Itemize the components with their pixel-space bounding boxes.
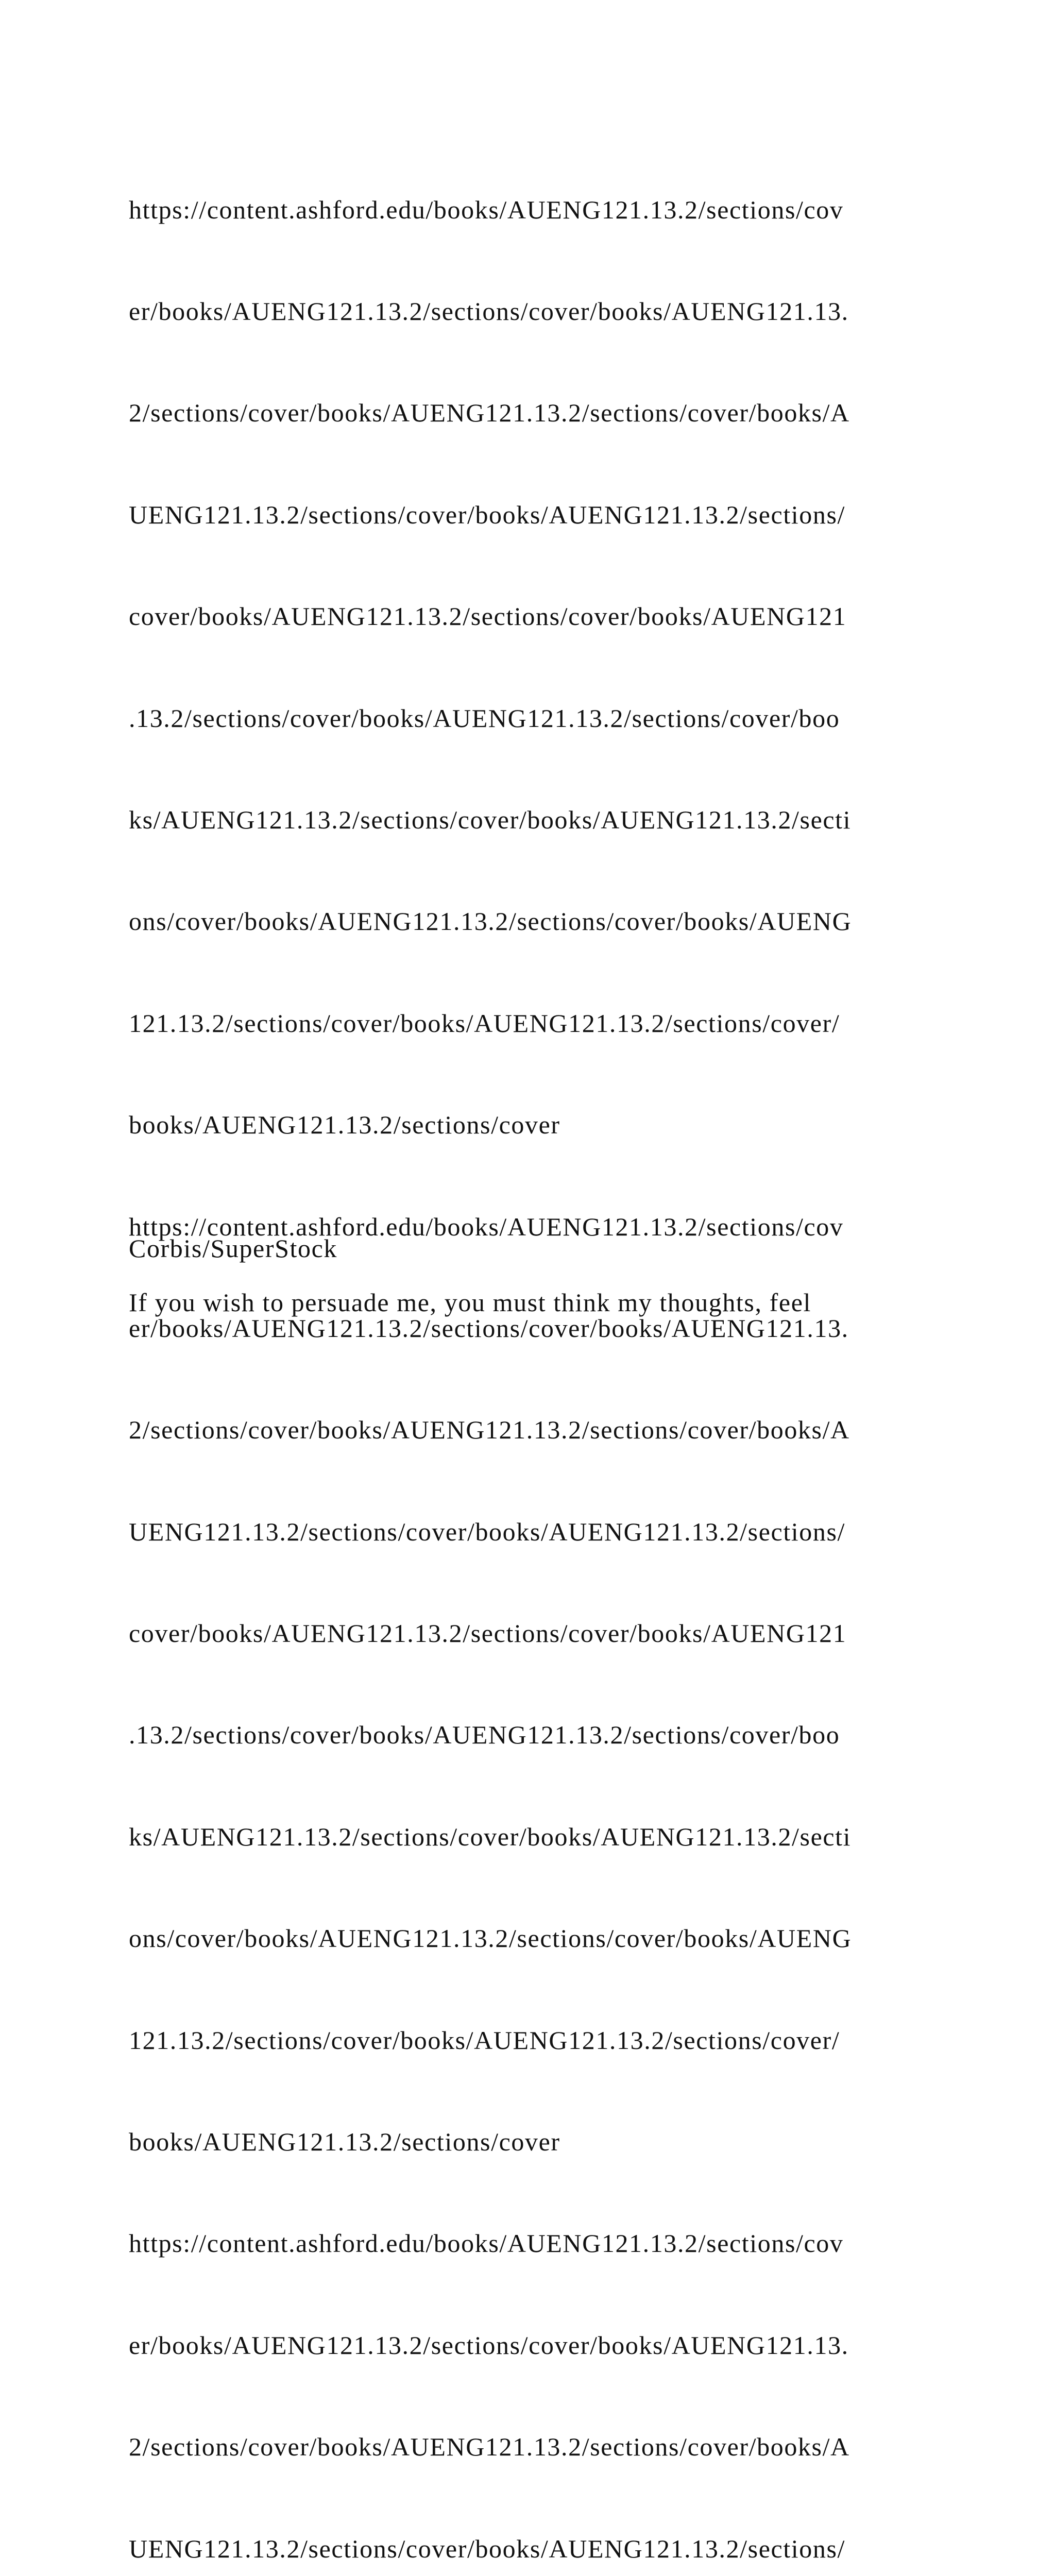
url-line: ons/cover/books/AUENG121.13.2/sections/cover/books/AUENG bbox=[129, 907, 852, 936]
url-line: 2/sections/cover/books/AUENG121.13.2/sections/cover/books/A bbox=[129, 2432, 850, 2462]
url-line: https://content.ashford.edu/books/AUENG121.13.2/sections/cov bbox=[129, 2229, 844, 2258]
image-credit: Corbis/SuperStock bbox=[129, 1234, 337, 1263]
url-line: .13.2/sections/cover/books/AUENG121.13.2/sections/cover/boo bbox=[129, 703, 840, 733]
url-line: UENG121.13.2/sections/cover/books/AUENG121.13.2/sections/ bbox=[129, 2534, 846, 2563]
url-line: books/AUENG121.13.2/sections/cover bbox=[129, 1110, 560, 1140]
url-line: er/books/AUENG121.13.2/sections/cover/books/AUENG121.13. bbox=[129, 1313, 849, 1343]
url-line: 2/sections/cover/books/AUENG121.13.2/sections/cover/books/A bbox=[129, 1415, 850, 1445]
url-line: books/AUENG121.13.2/sections/cover bbox=[129, 2127, 560, 2157]
url-line: ons/cover/books/AUENG121.13.2/sections/cover/books/AUENG bbox=[129, 1924, 852, 1953]
url-line: cover/books/AUENG121.13.2/sections/cover/books/AUENG121 bbox=[129, 1619, 847, 1648]
quote-paragraph: If you wish to persuade me, you must think my thoughts, feel bbox=[129, 1288, 812, 1317]
url-line: cover/books/AUENG121.13.2/sections/cover/books/AUENG121 bbox=[129, 602, 847, 631]
url-line: 121.13.2/sections/cover/books/AUENG121.13.2/sections/cover/ bbox=[129, 1008, 840, 1038]
url-line: https://content.ashford.edu/books/AUENG121.13.2/sections/cov bbox=[129, 1212, 844, 1241]
url-line: 121.13.2/sections/cover/books/AUENG121.13.2/sections/cover/ bbox=[129, 2025, 840, 2055]
url-line: UENG121.13.2/sections/cover/books/AUENG121.13.2/sections/ bbox=[129, 500, 846, 529]
url-line: .13.2/sections/cover/books/AUENG121.13.2/sections/cover/boo bbox=[129, 1720, 840, 1750]
url-line: 2/sections/cover/books/AUENG121.13.2/sections/cover/books/A bbox=[129, 398, 850, 428]
url-line: ks/AUENG121.13.2/sections/cover/books/AUENG121.13.2/secti bbox=[129, 1822, 852, 1851]
url-line: UENG121.13.2/sections/cover/books/AUENG121.13.2/sections/ bbox=[129, 1517, 846, 1546]
url-line: er/books/AUENG121.13.2/sections/cover/books/AUENG121.13. bbox=[129, 2330, 849, 2360]
url-line: er/books/AUENG121.13.2/sections/cover/books/AUENG121.13. bbox=[129, 296, 849, 326]
url-line: ks/AUENG121.13.2/sections/cover/books/AUENG121.13.2/secti bbox=[129, 805, 852, 834]
url-line: https://content.ashford.edu/books/AUENG121.13.2/sections/cov bbox=[129, 195, 844, 224]
url-text-block bbox=[129, 125, 953, 2576]
